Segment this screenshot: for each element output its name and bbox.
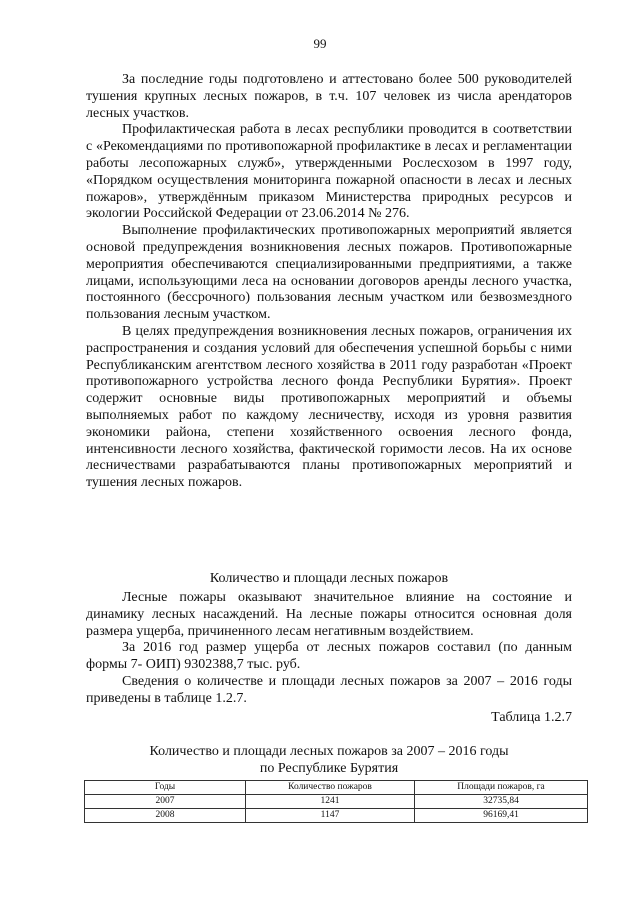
column-header-fire-count: Количество пожаров	[246, 781, 415, 795]
table-caption	[86, 744, 572, 778]
table-row	[85, 809, 588, 823]
table-header-row	[85, 781, 588, 795]
table-cell: 2008	[85, 809, 246, 823]
body-text	[86, 72, 572, 492]
table-reference: Таблица 1.2.7	[491, 710, 572, 725]
paragraph: За последние годы подготовлено и аттестовано более 500 руководителей тушения крупных лесных пожаров, в т.ч. 107 человек из числа арендаторов лесных участков.	[86, 72, 572, 121]
table-cell: 2007	[85, 795, 246, 809]
table-cell: 1241	[246, 795, 415, 809]
paragraph: Лесные пожары оказывают значительное влияние на состояние и динамику лесных насаждений. На лесные пожары относится основная доля размера ущерба, причиненного лесам негативным воздействием.	[86, 590, 572, 639]
page-number: 99	[313, 36, 327, 51]
table-row	[85, 795, 588, 809]
column-header-fire-area: Площади пожаров, га	[415, 781, 588, 795]
section-text	[86, 590, 572, 708]
paragraph: Сведения о количестве и площади лесных пожаров за 2007 – 2016 годы приведены в таблице 1.2.7.	[86, 673, 572, 706]
column-header-years: Годы	[85, 781, 246, 795]
table-cell: 32735,84	[415, 795, 588, 809]
table-cell: 1147	[246, 809, 415, 823]
table-caption-line: Количество и площади лесных пожаров за 2007 – 2016 годы	[149, 744, 509, 759]
table-caption-line: по Республике Бурятия	[259, 760, 399, 776]
paragraph: За 2016 год размер ущерба от лесных пожаров составил (по данным формы 7- ОИП) 9302388,7 тыс. руб.	[86, 640, 572, 673]
paragraph: Выполнение профилактических противопожарных мероприятий является основой предупреждения возникновения лесных пожаров. Противопожарные мероприятия обеспечиваются специализированными предприятиями, а также лицами, использующими леса на основании договоров аренды лесного участка, постоянного (бессрочного) пользования лесным участком или безвозмездного пользования лесным участком.	[86, 223, 572, 323]
paragraph: Профилактическая работа в лесах республики проводится в соответствии с «Рекомендациями по противопожарной профилактике в лесах и регламентации работы лесопожарных служб», утвержденными Рослесхозом в 1997 году, «Порядком осуществления мониторинга пожарной опасности в лесах и лесных пожаров», утверждённым приказом Министерства природных ресурсов и экологии Российской Федерации от 23.06.2014 № 276.	[86, 122, 572, 222]
paragraph: В целях предупреждения возникновения лесных пожаров, ограничения их распространения и создания условий для обеспечения успешной борьбы с ними Республиканским агентством лесного хозяйства в 2011 году разработан «Проект противопожарного устройства лесного фонда Республики Бурятия». Проект содержит основные виды противопожарных мероприятий и объемы выполняемых работ по каждому лесничеству, исходя из уровня развития экономики района, степени хозяйственного освоения лесного фонда, интенсивности лесного хозяйства, фактической горимости лесов. На их основе лесничествами разрабатываются планы противопожарных мероприятий и тушения лесных пожаров.	[86, 323, 572, 491]
section-title: Количество и площади лесных пожаров	[209, 571, 449, 586]
fires-table	[84, 780, 588, 823]
table-cell: 96169,41	[415, 809, 588, 823]
